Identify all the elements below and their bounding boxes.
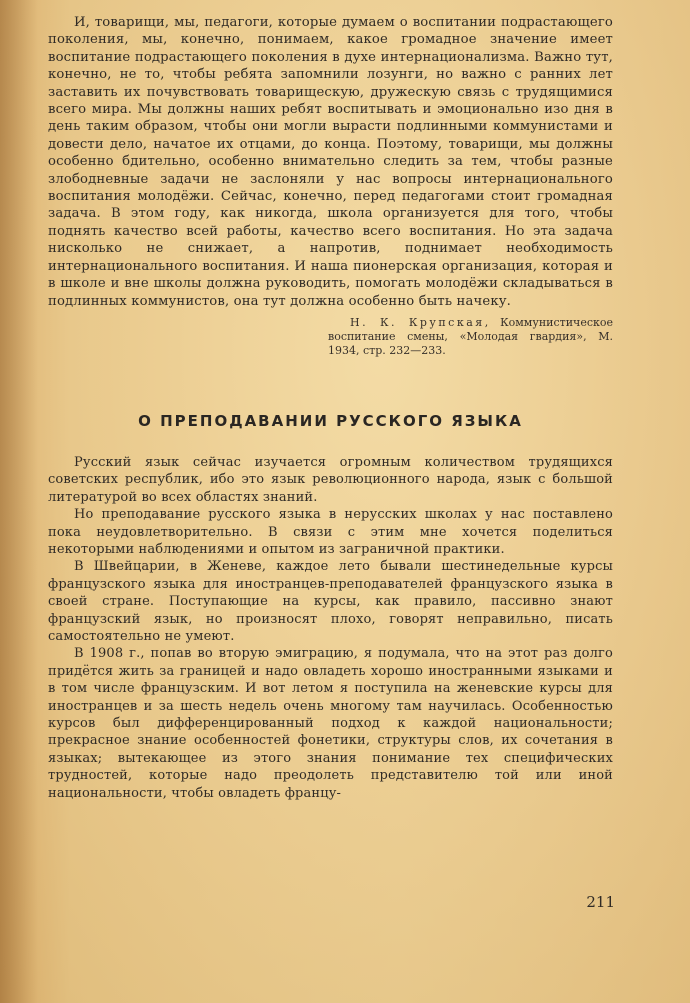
citation-author: Н. К. Крупская, xyxy=(350,315,491,329)
page-edge-shadow xyxy=(0,0,38,1003)
citation-source: Коммунистическое воспитание смены, «Молодая гвардия», М. 1934, стр. 232—233. xyxy=(328,315,614,357)
section-heading: О ПРЕПОДАВАНИИ РУССКОГО ЯЗЫКА xyxy=(138,411,523,430)
body-paragraph: В 1908 г., попав во вторую эмиграцию, я подумала, что на этот раз долго придётся жить за границей и надо овладеть хорошо иностранными языками и в том числе французским. И вот летом я поступила на женевские курсы для иностранцев и за шесть недель очень многому там научилась. Особенностью курсов был дифференцированный подход к каждой национальности; прекрасное знание особенностей фонетики, структуры слов, их сочетания в языках; вытекающее из этого знания понимание тех специфических трудностей, которые надо преодолеть представителю той или иной национальности, чтобы овладеть францу- xyxy=(48,646,613,801)
page-content xyxy=(48,14,613,802)
body-paragraph: В Швейцарии, в Женеве, каждое лето бывали шестинедельные курсы французского языка для иностранцев-преподавателей французского языка в своей стране. Поступающие на курсы, как правило, пассивно знают французский язык, но произносят плохо, говорят неправильно, писать самостоятельно не умеют. xyxy=(48,559,613,644)
body-paragraph: Но преподавание русского языка в нерусских школах у нас поставлено пока неудовлетворительно. В связи с этим мне хочется поделиться некоторыми наблюдениями и опытом из заграничной практики. xyxy=(48,507,613,557)
krupskaya-quote: И, товарищи, мы, педагоги, которые думаем о воспитании подрастающего поколения, мы, конечно, понимаем, какое громадное значение имеет воспитание подрастающего поколения в духе интернационализма. Важно тут, конечно, не то, чтобы ребята запомнили лозунги, но важно с ранних лет заставить их почувствовать товарищескую, дружескую связь с трудящимися всего мира. Мы должны наших ребят воспитывать и эмоционально изо дня в день таким образом, чтобы они могли вырасти подлинными коммунистами и довести дело, начатое их отцами, до конца. Поэтому, товарищи, мы должны особенно бдительно, особенно внимательно следить за тем, чтобы разные злободневные задачи не заслоняли у нас вопросы интернационального воспитания молодёжи. Сейчас, конечно, перед педагогами стоит громадная задача. В этом году, как никогда, школа организуется для того, чтобы поднять качество всей работы, качество всего воспитания. Но эта задача нисколько не снижает, а напротив, поднимает необходимость интернационального воспитания. И наша пионерская организация, которая и в школе и вне школы должна руководить, помогать молодёжи складываться в подлинных коммунистов, она тут должна особенно быть начеку. xyxy=(48,15,613,309)
quote-citation xyxy=(328,316,613,358)
page-number: 211 xyxy=(586,893,615,911)
body-paragraph: Русский язык сейчас изучается огромным количеством трудящихся советских республик, ибо это язык революционного народа, язык с большой литературой во всех областях знаний. xyxy=(48,454,613,505)
